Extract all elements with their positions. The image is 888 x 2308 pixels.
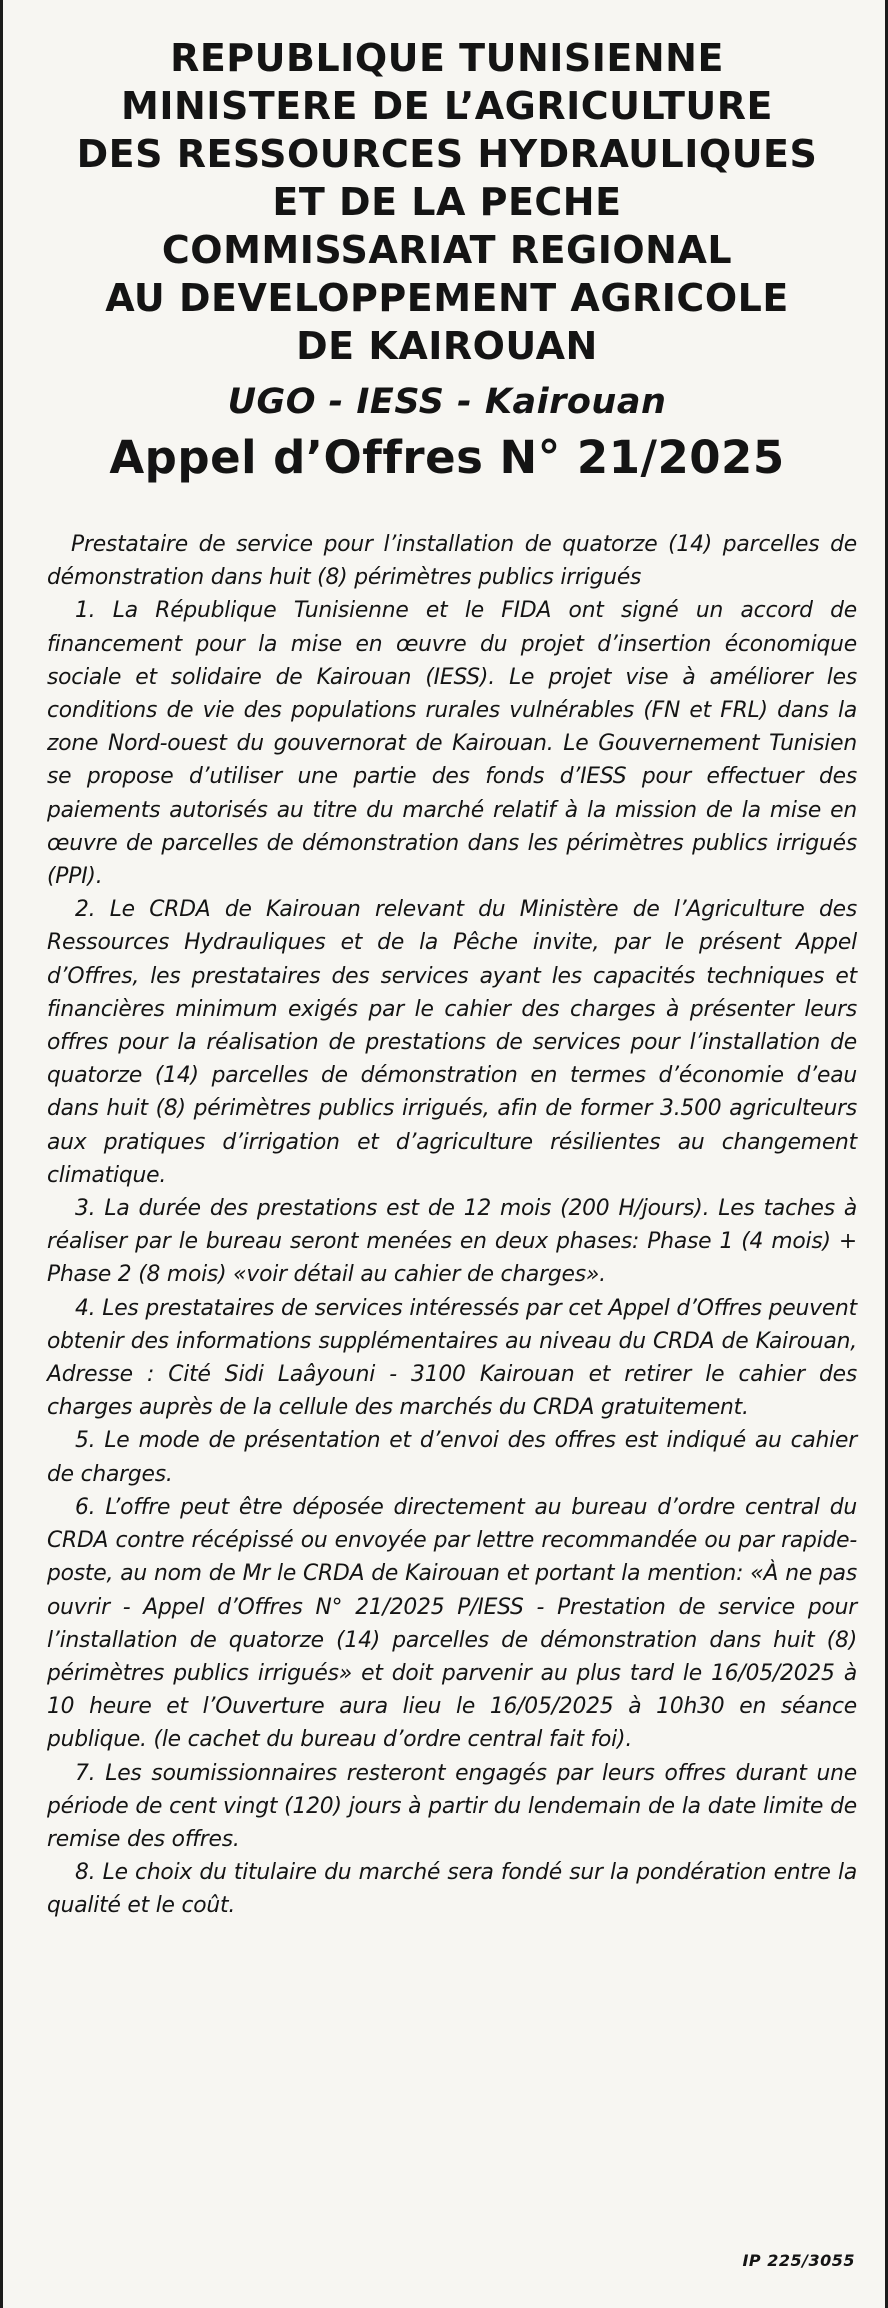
paragraph-3-duration: 3. La durée des prestations est de 12 mois (200 H/jours). Les taches à réaliser par le bureau seront menées en deux phases: Phase 1 (4 mois) + Phase 2 (8 mois) «voir détail au cahier de charges». (47, 1196, 857, 1288)
header-line-commissariat: COMMISSARIAT REGIONAL (161, 228, 733, 272)
intro-paragraph: Prestataire de service pour l’installation de quatorze (14) parcelles de démonstration dans huit (8) périmètres publics irrigués (47, 532, 857, 591)
header-line-agricultural-development: AU DEVELOPPEMENT AGRICOLE (105, 276, 789, 320)
paragraph-7-validity: 7. Les soumissionnaires resteront engagés par leurs offres durant une période de cent vingt (120) jours à partir du lendemain de la date limite de remise des offres. (47, 1760, 857, 1852)
notice-body (47, 528, 857, 1923)
header-line-kairouan: DE KAIROUAN (296, 324, 598, 368)
paragraph-6-deposit: 6. L’offre peut être déposée directement au bureau d’ordre central du CRDA contre récépissé ou envoyée par lettre recommandée ou par rapide-poste, au nom de Mr le CRDA de Kairouan et portant la mention: «À ne pas ouvrir - Appel d’Offres N° 21/2025 P/IESS - Prestation de service pour l’installation de quatorze (14) parcelles de démonstration dans huit (8) périmètres publics irrigués» et doit parvenir au plus tard le 16/05/2025 à 10 heure et l’Ouverture aura lieu le 16/05/2025 à 10h30 en séance publique. (le cachet du bureau d’ordre central fait foi). (47, 1494, 857, 1753)
unit-label: UGO - IESS - Kairouan (227, 382, 667, 422)
header-line-republic: REPUBLIQUE TUNISIENNE (170, 36, 724, 80)
notice-header (3, 34, 888, 488)
paragraph-8-selection: 8. Le choix du titulaire du marché sera fondé sur la pondération entre la qualité et le coût. (47, 1860, 857, 1919)
header-line-ministry: MINISTERE DE L’AGRICULTURE (121, 84, 773, 128)
paragraph-5-submission-mode: 5. Le mode de présentation et d’envoi des offres est indiqué au cahier de charges. (47, 1428, 857, 1487)
header-line-water-resources: DES RESSOURCES HYDRAULIQUES (76, 132, 818, 176)
paragraph-2-invitation: 2. Le CRDA de Kairouan relevant du Ministère de l’Agriculture des Ressources Hydrauliques et de la Pêche invite, par le présent Appel d’Offres, les prestataires des services ayant les capacités techniques et financières minimum exigés par le cahier des charges à présenter leurs offres pour la réalisation de prestations de services pour l’installation de quatorze (14) parcelles de démonstration en termes d’économie d’eau dans huit (8) périmètres publics irrigués, afin de former 3.500 agriculteurs aux pratiques d’irrigation et d’agriculture résilientes au changement climatique. (47, 897, 857, 1188)
tender-title: Appel d’Offres N° 21/2025 (109, 431, 785, 484)
header-line-fisheries: ET DE LA PECHE (272, 180, 622, 224)
paragraph-1-financing: 1. La République Tunisienne et le FIDA ont signé un accord de financement pour la mise en œuvre du projet d’insertion économique sociale et solidaire de Kairouan (IESS). Le projet vise à améliorer les conditions de vie des populations rurales vulnérables (FN et FRL) dans la zone Nord-ouest du gouvernorat de Kairouan. Le Gouvernement Tunisien se propose d’utiliser une partie des fonds d’IESS pour effectuer des paiements autorisés au titre du marché relatif à la mission de la mise en œuvre de parcelles de démonstration dans les périmètres publics irrigués (PPI). (47, 598, 857, 890)
publication-reference: IP 225/3055 (742, 2251, 855, 2270)
paragraph-4-information: 4. Les prestataires de services intéressés par cet Appel d’Offres peuvent obtenir des informations supplémentaires au niveau du CRDA de Kairouan, Adresse : Cité Sidi Laâyouni - 3100 Kairouan et retirer le cahier des charges auprès de la cellule des marchés du CRDA gratuitement. (47, 1295, 857, 1421)
